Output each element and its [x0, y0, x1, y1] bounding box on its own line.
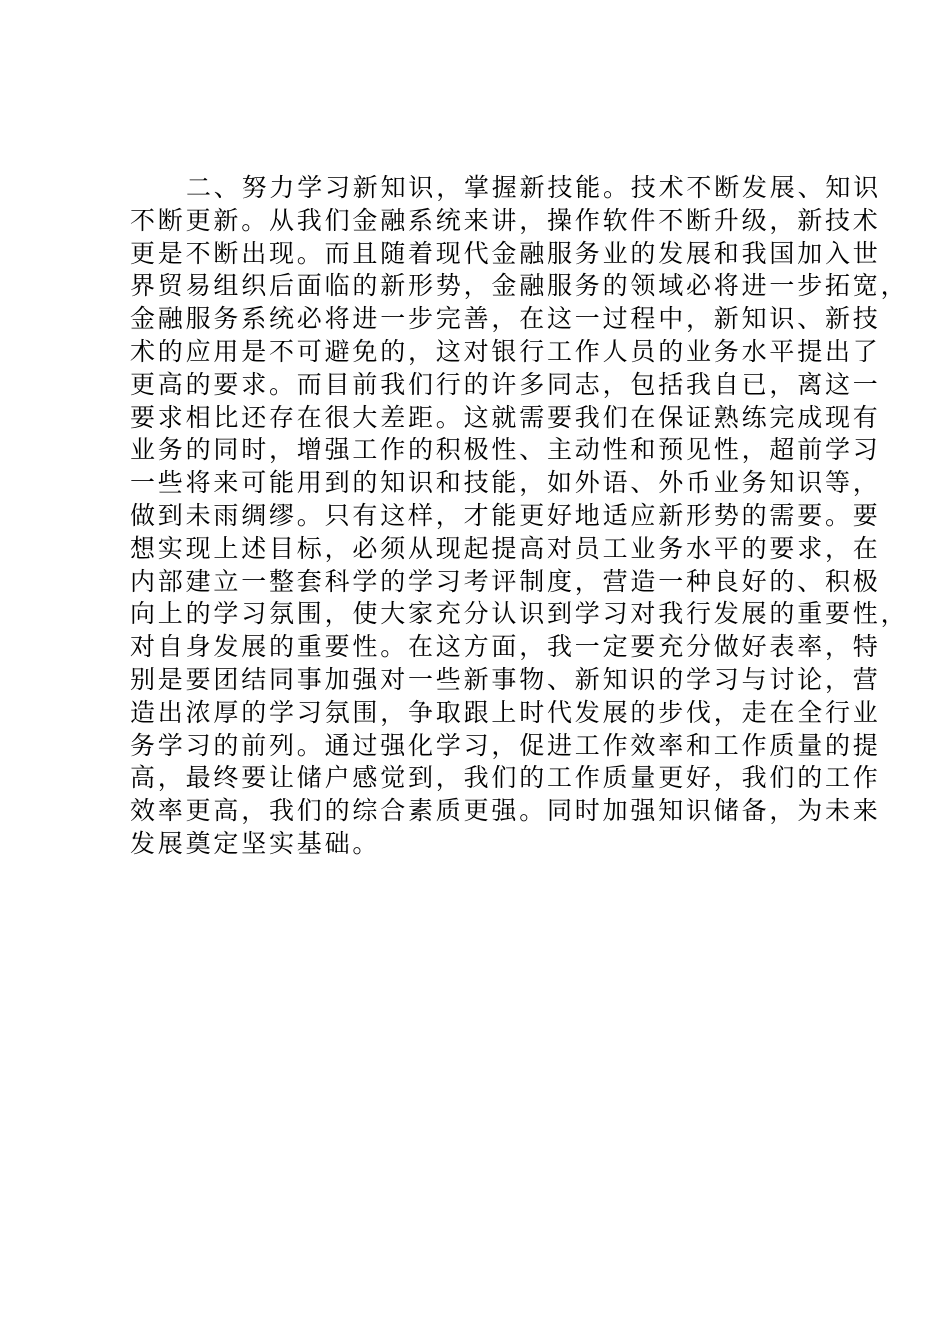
- paragraph-line: 二、努力学习新知识，掌握新技能。技术不断发展、知识: [186, 173, 882, 202]
- paragraph-line: 发展奠定坚实基础。: [130, 828, 381, 858]
- paragraph-line: 想实现上述目标，必须从现起提高对员工业务水平的要求，在: [130, 533, 881, 563]
- paragraph-line: 一些将来可能用到的知识和技能，如外语、外币业务知识等，: [130, 468, 881, 498]
- paragraph-line: 别是要团结同事加强对一些新事物、新知识的学习与讨论，营: [130, 664, 881, 694]
- paragraph-line: 造出浓厚的学习氛围，争取跟上时代发展的步伐，走在全行业: [130, 697, 881, 727]
- paragraph-line: 业务的同时，增强工作的积极性、主动性和预见性，超前学习: [130, 435, 881, 465]
- paragraph-line: 高，最终要让储户感觉到，我们的工作质量更好，我们的工作: [130, 763, 881, 793]
- body-paragraph: [130, 172, 909, 861]
- paragraph-line: 不断更新。从我们金融系统来讲，操作软件不断升级，新技术: [130, 205, 881, 235]
- paragraph-line: 更是不断出现。而且随着现代金融服务业的发展和我国加入世: [130, 238, 881, 268]
- paragraph-line: 务学习的前列。通过强化学习，促进工作效率和工作质量的提: [130, 730, 881, 760]
- paragraph-line: 向上的学习氛围，使大家充分认识到学习对我行发展的重要性，: [130, 599, 909, 629]
- paragraph-line: 内部建立一整套科学的学习考评制度，营造一种良好的、积极: [130, 566, 881, 596]
- paragraph-line: 效率更高，我们的综合素质更强。同时加强知识储备，为未来: [130, 796, 881, 826]
- paragraph-line: 要求相比还存在很大差距。这就需要我们在保证熟练完成现有: [130, 402, 881, 432]
- paragraph-line: 做到未雨绸缪。只有这样，才能更好地适应新形势的需要。要: [130, 500, 881, 530]
- paragraph-line: 更高的要求。而目前我们行的许多同志，包括我自已，离这一: [130, 369, 881, 399]
- paragraph-line: 对自身发展的重要性。在这方面，我一定要充分做好表率，特: [130, 632, 881, 662]
- paragraph-line: 界贸易组织后面临的新形势，金融服务的领域必将进一步拓宽，: [130, 271, 909, 301]
- paragraph-line: 金融服务系统必将进一步完善，在这一过程中，新知识、新技: [130, 304, 881, 334]
- paragraph-line: 术的应用是不可避免的，这对银行工作人员的业务水平提出了: [130, 336, 881, 366]
